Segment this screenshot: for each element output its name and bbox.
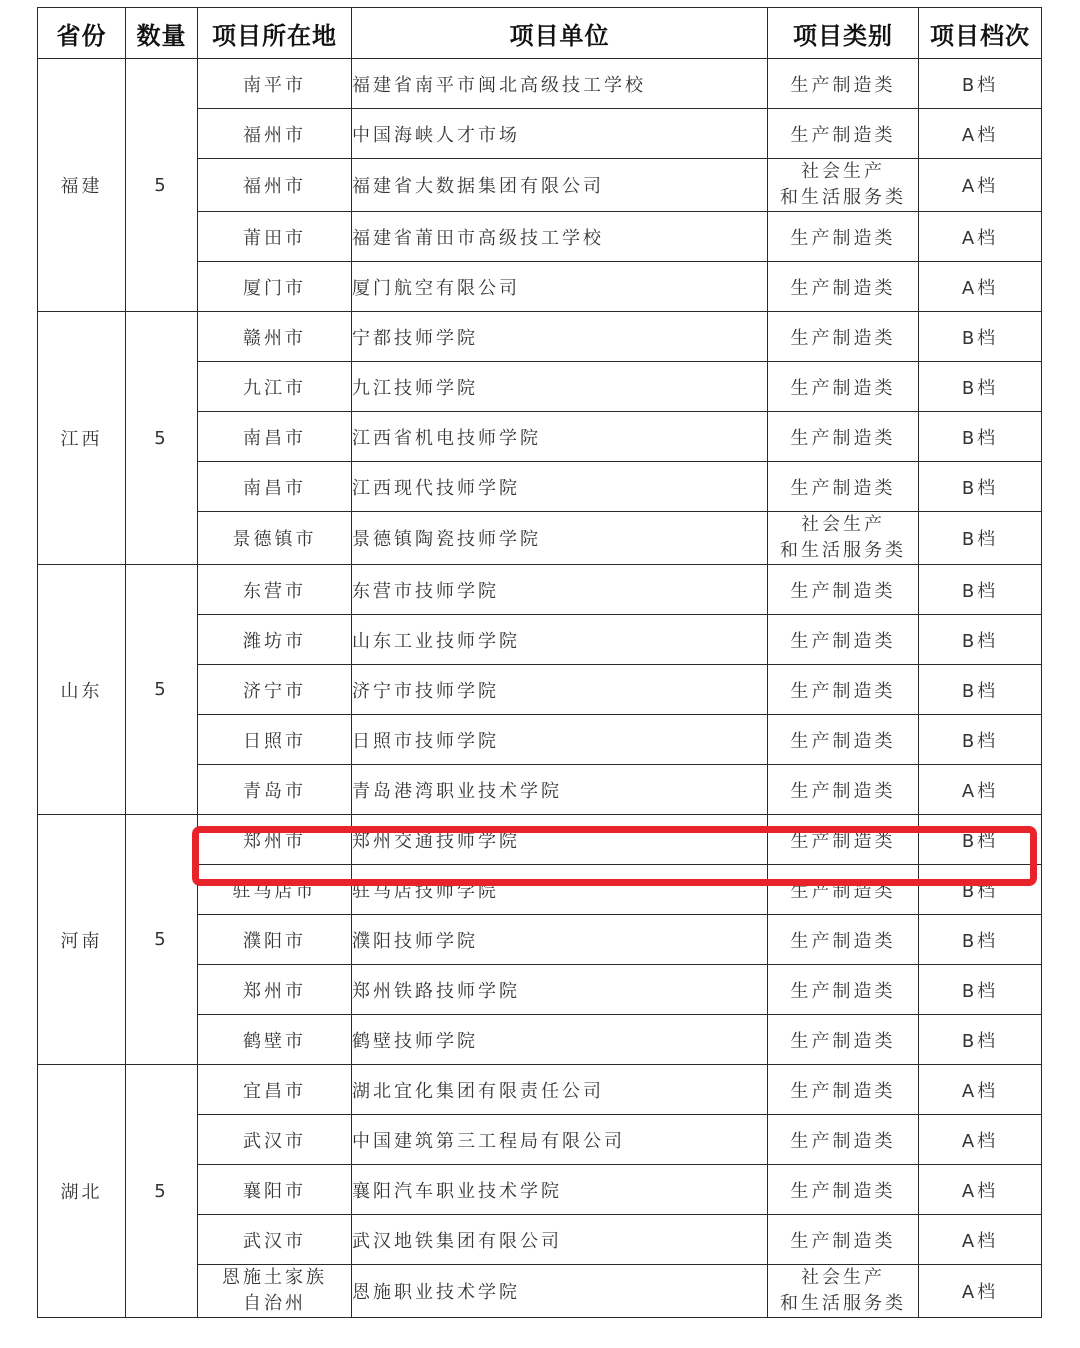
header-location: 项目所在地	[198, 8, 352, 59]
unit-cell: 福建省大数据集团有限公司	[352, 159, 768, 212]
province-cell: 山东	[38, 565, 126, 815]
category-cell: 生产制造类	[768, 1215, 919, 1265]
category-cell: 生产制造类	[768, 312, 919, 362]
unit-cell: 济宁市技师学院	[352, 665, 768, 715]
table-row	[38, 1065, 1042, 1115]
grade-cell: A档	[919, 1165, 1042, 1215]
unit-cell: 鹤壁技师学院	[352, 1015, 768, 1065]
province-cell: 江西	[38, 312, 126, 565]
header-count: 数量	[126, 8, 198, 59]
category-cell: 生产制造类	[768, 59, 919, 109]
grade-cell: A档	[919, 262, 1042, 312]
unit-cell: 江西省机电技师学院	[352, 412, 768, 462]
unit-cell: 武汉地铁集团有限公司	[352, 1215, 768, 1265]
location-cell: 赣州市	[198, 312, 352, 362]
grade-cell: B档	[919, 815, 1042, 865]
grade-cell: B档	[919, 59, 1042, 109]
unit-cell: 中国建筑第三工程局有限公司	[352, 1115, 768, 1165]
category-cell: 生产制造类	[768, 965, 919, 1015]
table-body	[38, 59, 1042, 1318]
grade-cell: B档	[919, 965, 1042, 1015]
category-cell: 生产制造类	[768, 1165, 919, 1215]
category-cell: 生产制造类	[768, 615, 919, 665]
unit-cell: 九江技师学院	[352, 362, 768, 412]
grade-cell: A档	[919, 1265, 1042, 1318]
unit-cell: 恩施职业技术学院	[352, 1265, 768, 1318]
unit-cell: 襄阳汽车职业技术学院	[352, 1165, 768, 1215]
grade-cell: A档	[919, 1215, 1042, 1265]
location-cell: 南昌市	[198, 462, 352, 512]
table-row-highlighted	[38, 815, 1042, 865]
unit-cell: 山东工业技师学院	[352, 615, 768, 665]
unit-cell: 濮阳技师学院	[352, 915, 768, 965]
unit-cell: 江西现代技师学院	[352, 462, 768, 512]
grade-cell: B档	[919, 512, 1042, 565]
category-cell: 生产制造类	[768, 262, 919, 312]
unit-cell: 驻马店技师学院	[352, 865, 768, 915]
category-cell: 生产制造类	[768, 865, 919, 915]
grade-cell: B档	[919, 615, 1042, 665]
location-cell: 襄阳市	[198, 1165, 352, 1215]
count-cell: 5	[126, 312, 198, 565]
count-cell: 5	[126, 1065, 198, 1318]
unit-cell: 郑州铁路技师学院	[352, 965, 768, 1015]
location-cell: 宜昌市	[198, 1065, 352, 1115]
grade-cell: B档	[919, 565, 1042, 615]
location-cell: 日照市	[198, 715, 352, 765]
category-cell: 生产制造类	[768, 915, 919, 965]
header-category: 项目类别	[768, 8, 919, 59]
grade-cell: A档	[919, 1115, 1042, 1165]
grade-cell: B档	[919, 412, 1042, 462]
grade-cell: B档	[919, 312, 1042, 362]
location-cell: 武汉市	[198, 1215, 352, 1265]
category-cell: 生产制造类	[768, 765, 919, 815]
location-cell: 恩施土家族 自治州	[198, 1265, 352, 1318]
grade-cell: B档	[919, 865, 1042, 915]
location-cell: 莆田市	[198, 212, 352, 262]
category-cell: 生产制造类	[768, 715, 919, 765]
category-cell: 生产制造类	[768, 109, 919, 159]
count-cell: 5	[126, 815, 198, 1065]
location-cell: 东营市	[198, 565, 352, 615]
grade-cell: B档	[919, 462, 1042, 512]
count-cell: 5	[126, 59, 198, 312]
location-cell: 鹤壁市	[198, 1015, 352, 1065]
grade-cell: A档	[919, 765, 1042, 815]
count-cell: 5	[126, 565, 198, 815]
grade-cell: A档	[919, 109, 1042, 159]
location-cell: 济宁市	[198, 665, 352, 715]
location-cell: 福州市	[198, 159, 352, 212]
header-row	[38, 8, 1042, 59]
unit-cell: 福建省南平市闽北高级技工学校	[352, 59, 768, 109]
category-cell: 社会生产 和生活服务类	[768, 159, 919, 212]
category-cell: 生产制造类	[768, 565, 919, 615]
province-cell: 福建	[38, 59, 126, 312]
grade-cell: B档	[919, 715, 1042, 765]
unit-cell: 中国海峡人才市场	[352, 109, 768, 159]
category-cell: 生产制造类	[768, 462, 919, 512]
location-cell: 南平市	[198, 59, 352, 109]
header-unit: 项目单位	[352, 8, 768, 59]
category-cell: 生产制造类	[768, 1015, 919, 1065]
table-row	[38, 59, 1042, 109]
unit-cell: 福建省莆田市高级技工学校	[352, 212, 768, 262]
location-cell: 南昌市	[198, 412, 352, 462]
grade-cell: A档	[919, 1065, 1042, 1115]
category-cell: 生产制造类	[768, 1115, 919, 1165]
location-cell: 郑州市	[198, 965, 352, 1015]
category-cell: 生产制造类	[768, 212, 919, 262]
location-cell: 武汉市	[198, 1115, 352, 1165]
table-row	[38, 312, 1042, 362]
grade-cell: B档	[919, 665, 1042, 715]
location-cell: 九江市	[198, 362, 352, 412]
table-row	[38, 565, 1042, 615]
unit-cell: 厦门航空有限公司	[352, 262, 768, 312]
location-cell: 潍坊市	[198, 615, 352, 665]
unit-cell: 宁都技师学院	[352, 312, 768, 362]
unit-cell: 湖北宜化集团有限责任公司	[352, 1065, 768, 1115]
unit-cell: 景德镇陶瓷技师学院	[352, 512, 768, 565]
category-cell: 生产制造类	[768, 412, 919, 462]
category-cell: 社会生产 和生活服务类	[768, 1265, 919, 1318]
project-table	[37, 7, 1042, 1318]
grade-cell: B档	[919, 362, 1042, 412]
header-province: 省份	[38, 8, 126, 59]
unit-cell: 青岛港湾职业技术学院	[352, 765, 768, 815]
location-cell: 厦门市	[198, 262, 352, 312]
header-grade: 项目档次	[919, 8, 1042, 59]
location-cell: 驻马店市	[198, 865, 352, 915]
location-cell: 福州市	[198, 109, 352, 159]
location-cell: 景德镇市	[198, 512, 352, 565]
category-cell: 生产制造类	[768, 362, 919, 412]
province-cell: 河南	[38, 815, 126, 1065]
location-cell: 郑州市	[198, 815, 352, 865]
unit-cell: 日照市技师学院	[352, 715, 768, 765]
category-cell: 生产制造类	[768, 665, 919, 715]
location-cell: 濮阳市	[198, 915, 352, 965]
grade-cell: B档	[919, 1015, 1042, 1065]
location-cell: 青岛市	[198, 765, 352, 815]
province-cell: 湖北	[38, 1065, 126, 1318]
grade-cell: A档	[919, 159, 1042, 212]
category-cell: 生产制造类	[768, 815, 919, 865]
grade-cell: A档	[919, 212, 1042, 262]
unit-cell: 东营市技师学院	[352, 565, 768, 615]
grade-cell: B档	[919, 915, 1042, 965]
category-cell: 社会生产 和生活服务类	[768, 512, 919, 565]
category-cell: 生产制造类	[768, 1065, 919, 1115]
unit-cell: 郑州交通技师学院	[352, 815, 768, 865]
